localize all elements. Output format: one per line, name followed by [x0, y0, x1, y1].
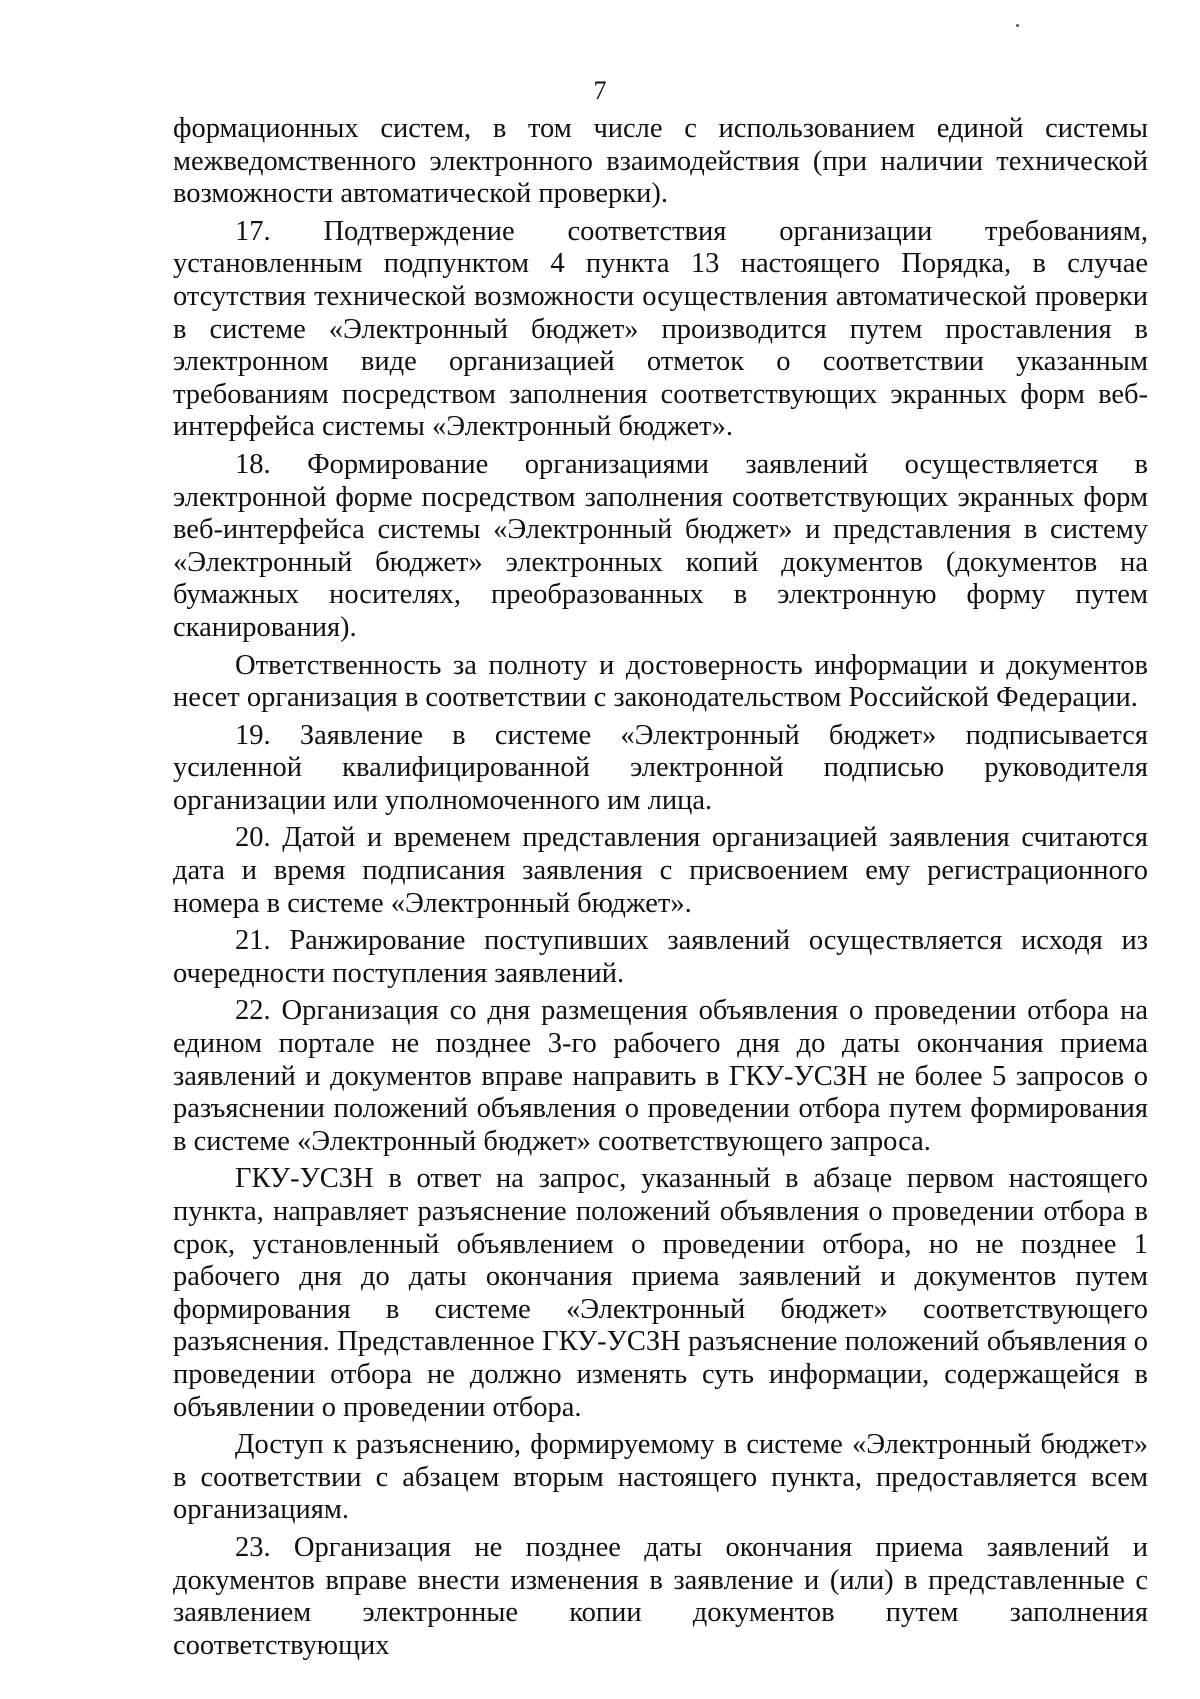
paragraph-19: 19. Заявление в системе «Электронный бюджет» подписывается усиленной квалифицированной электронной подписью руководителя организации или уполномоченного им лица.: [173, 719, 1148, 816]
paragraph-22-response: ГКУ-УСЗН в ответ на запрос, указанный в абзаце первом настоящего пункта, направляет разъяснение положений объявления о проведении отбора в срок, установленный объявлением о проведении отбора, но не позднее 1 рабочего дня до даты окончания приема заявлений и документов путем формирования в системе «Электронный бюджет» соответствующего разъяснения. Представленное ГКУ-УСЗН разъяснение положений объявления о проведении отбора не должно изменять суть информации, содержащейся в объявлении о проведении отбора.: [173, 1163, 1148, 1423]
paragraph-17: 17. Подтверждение соответствия организации требованиям, установленным подпунктом 4 пункта 13 настоящего Порядка, в случае отсутствия технической возможности осуществления автоматической проверки в системе «Электронный бюджет» производится путем проставления в электронном виде организацией отметок о соответствии указанным требованиям посредством заполнения соответствующих экранных форм веб-интерфейса системы «Электронный бюджет».: [173, 215, 1148, 443]
paragraph-continuation: формационных систем, в том числе с использованием единой системы межведомственного электронного взаимодействия (при наличии технической возможности автоматической проверки).: [173, 113, 1148, 210]
paragraph-21: 21. Ранжирование поступивших заявлений осуществляется исходя из очередности поступления заявлений.: [173, 925, 1148, 989]
scan-speck: [1016, 24, 1019, 27]
paragraph-responsibility: Ответственность за полноту и достоверность информации и документов несет организация в соответствии с законодательством Российской Федерации.: [173, 649, 1148, 714]
page-number: 7: [593, 76, 607, 105]
paragraph-23: 23. Организация не позднее даты окончания приема заявлений и документов вправе внести изменения в заявление и (или) в представленные с заявлением электронные копии документов путем заполнения соответствующих: [173, 1531, 1148, 1661]
paragraph-18: 18. Формирование организациями заявлений осуществляется в электронной форме посредством заполнения соответствующих экранных форм веб-интерфейса системы «Электронный бюджет» и представления в систему «Электронный бюджет» электронных копий документов (документов на бумажных носителях, преобразованных в электронную форму путем сканирования).: [173, 448, 1148, 643]
document-body: [173, 113, 1148, 1667]
paragraph-22-access: Доступ к разъяснению, формируемому в системе «Электронный бюджет» в соответствии с абзацем вторым настоящего пункта, предоставляется всем организациям.: [173, 1429, 1148, 1526]
paragraph-22: 22. Организация со дня размещения объявления о проведении отбора на едином портале не позднее 3-го рабочего дня до даты окончания приема заявлений и документов вправе направить в ГКУ-УСЗН не более 5 запросов о разъяснении положений объявления о проведении отбора путем формирования в системе «Электронный бюджет» соответствующего запроса.: [173, 995, 1148, 1157]
paragraph-20: 20. Датой и временем представления организацией заявления считаются дата и время подписания заявления с присвоением ему регистрационного номера в системе «Электронный бюджет».: [173, 822, 1148, 919]
